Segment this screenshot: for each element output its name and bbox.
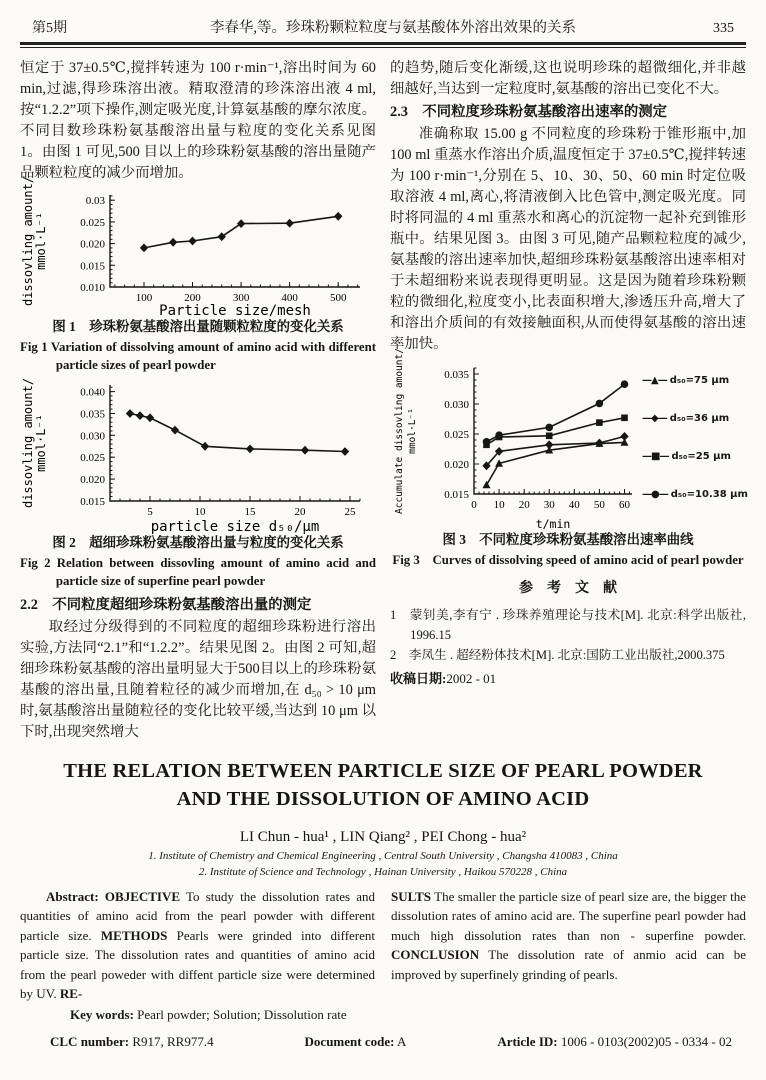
running-title: 李春华,等。珍珠粉颗粒粒度与氨基酸体外溶出效果的关系 bbox=[209, 20, 577, 36]
svg-text:mmol·L⁻¹: mmol·L⁻¹ bbox=[407, 407, 418, 454]
fig2-caption-cn: 图 2 超细珍珠粉氨基酸溶出量与粒度的变化关系 bbox=[52, 534, 344, 550]
svg-text:0.025: 0.025 bbox=[444, 428, 469, 441]
figure-2 bbox=[20, 379, 376, 590]
left-column bbox=[20, 58, 376, 743]
svg-text:300: 300 bbox=[232, 291, 250, 304]
legend-marker-icon: —▲— bbox=[642, 375, 667, 386]
article-id: Article ID: 1006 - 0103(2002)05 - 0334 - 02 bbox=[497, 1033, 732, 1049]
svg-text:100: 100 bbox=[135, 291, 153, 304]
paragraph-method-continued: 恒定于 37±0.5℃,搅拌转速为 100 r·min⁻¹,溶出时间为 60 min,过滤,得珍珠溶出液。精取澄清的珍洙溶出液 4 ml,按“1.2.2”项下操作,测定吸光度,计算氨基酸的摩尔浓度。不同目数珍珠粉氨基酸溶出量与粒度的变化关系见图 1。由图 1 可见,500 目以上的珍珠粉氨基酸的溶出量随产品颗粒粒度的减少而增加。 bbox=[20, 59, 376, 181]
svg-text:0.025: 0.025 bbox=[80, 216, 105, 229]
header-rule-thick bbox=[20, 42, 746, 45]
svg-text:20: 20 bbox=[294, 505, 306, 518]
svg-text:60: 60 bbox=[619, 498, 630, 511]
svg-text:20: 20 bbox=[518, 498, 530, 511]
legend-entry bbox=[642, 408, 748, 429]
legend-label: d₅₀=25 μm bbox=[671, 451, 731, 462]
english-title-line1: THE RELATION BETWEEN PARTICLE SIZE OF PEARL POWDER bbox=[63, 759, 703, 782]
fig1-chart bbox=[20, 175, 372, 319]
fig3-caption-cn: 图 3 不同粒度珍珠粉氨基酸溶出速率曲线 bbox=[442, 531, 694, 547]
svg-text:0.010: 0.010 bbox=[80, 281, 105, 294]
svg-text:t/min: t/min bbox=[535, 516, 571, 531]
legend-label: d₅₀=75 μm bbox=[669, 375, 730, 386]
section-heading-2-2: 2.2 不同粒度超细珍珠粉氨基酸溶出量的测定 bbox=[20, 596, 312, 613]
svg-text:0.015: 0.015 bbox=[80, 495, 105, 508]
fig1-caption-cn: 图 1 珍珠粉氨基酸溶出量随颗粒粒度的变化关系 bbox=[52, 318, 344, 334]
affiliation-2: 2. Institute of Science and Technology , Hainan University , Haikou 570228 , China bbox=[198, 865, 568, 878]
legend-marker-icon: —■— bbox=[642, 451, 669, 462]
paragraph-trend: 的趋势,随后变化渐缓,这也说明珍珠的超微细化,并非越细越好,当达到一定粒度时,氨基酸的溶出已变化不大。 bbox=[390, 59, 746, 97]
svg-text:0.040: 0.040 bbox=[80, 386, 105, 399]
svg-text:0.020: 0.020 bbox=[80, 473, 105, 486]
abstract-block bbox=[20, 887, 746, 1004]
svg-text:10: 10 bbox=[194, 505, 206, 518]
legend-marker-icon: —●— bbox=[642, 489, 668, 500]
received-date: 收稿日期:2002 - 01 bbox=[390, 670, 497, 686]
right-column bbox=[390, 58, 746, 743]
affiliation-1: 1. Institute of Chemistry and Chemical Engineering , Central South University , Changsha 410083 , China bbox=[148, 849, 618, 862]
svg-text:mmol·L⁻¹: mmol·L⁻¹ bbox=[34, 211, 48, 270]
header-rule-thin bbox=[20, 47, 746, 48]
journal-issue: 第5期 bbox=[32, 21, 67, 36]
svg-text:0.030: 0.030 bbox=[80, 429, 105, 442]
svg-text:30: 30 bbox=[543, 498, 555, 511]
figure-1 bbox=[20, 175, 376, 374]
legend-label: d₅₀=10.38 μm bbox=[670, 489, 748, 500]
legend-label: d₅₀=36 μm bbox=[669, 413, 730, 424]
fig3-caption-en: Fig 3 Curves of dissolving speed of amino acid of pearl powder bbox=[392, 552, 744, 567]
svg-text:Particle size/mesh: Particle size/mesh bbox=[159, 302, 311, 319]
svg-text:5: 5 bbox=[147, 505, 153, 518]
svg-text:0.03: 0.03 bbox=[85, 194, 105, 207]
svg-text:0.015: 0.015 bbox=[80, 259, 105, 272]
svg-text:dissovling amount/: dissovling amount/ bbox=[21, 377, 35, 508]
legend-entry bbox=[642, 484, 748, 505]
legend-marker-icon: —◆— bbox=[642, 413, 667, 424]
fig2-caption-en: Fig 2 Relation between dissovling amount of amino acid and particle size of superfine pearl powder bbox=[20, 555, 376, 588]
authors-line: LI Chun - hua¹ , LIN Qiang² , PEI Chong - hua² bbox=[239, 828, 527, 845]
fig3-legend bbox=[640, 370, 748, 505]
fig3-plot-and-legend bbox=[390, 347, 748, 531]
english-title bbox=[20, 757, 746, 813]
page-header bbox=[20, 8, 746, 42]
references-heading: 参 考 文 献 bbox=[519, 580, 617, 596]
two-column-body bbox=[20, 58, 746, 743]
fig2-chart bbox=[20, 379, 372, 533]
keywords-line: Key words: Pearl powder; Solution; Dissolution rate bbox=[70, 1006, 347, 1022]
svg-text:15: 15 bbox=[244, 505, 256, 518]
fig1-caption-en: Fig 1 Variation of dissolving amount of amino acid with different particle sizes of pearl powder bbox=[20, 339, 376, 372]
svg-text:0.035: 0.035 bbox=[80, 408, 105, 420]
svg-text:particle size d₅₀/μm: particle size d₅₀/μm bbox=[150, 518, 320, 535]
svg-text:50: 50 bbox=[593, 498, 605, 511]
svg-text:400: 400 bbox=[281, 291, 298, 304]
paragraph-section-2-2: 取经过分级得到的不同粒度的超细珍珠粉进行溶出实验,方法同“2.1”和“1.2.2”。结果见图 2。由图 2 可知,超细珍珠粉氨基酸的溶出量明显大于500目以上的珍珠粉氨基酸的溶出量,且随着粒径的减少而增加,在 d₅₀ > 10 μm 时,氨基酸溶出量随粒径的变化比较平缓,当达到 10 μm 以下时,出现突然增大 bbox=[20, 618, 376, 740]
svg-text:0.020: 0.020 bbox=[80, 238, 105, 251]
document-code: Document code: A bbox=[304, 1033, 407, 1049]
svg-text:0.015: 0.015 bbox=[444, 488, 469, 501]
svg-text:0: 0 bbox=[471, 498, 477, 511]
svg-text:dissovling amount/: dissovling amount/ bbox=[21, 175, 35, 306]
svg-text:200: 200 bbox=[184, 291, 201, 304]
svg-text:0.035: 0.035 bbox=[444, 368, 469, 381]
legend-entry bbox=[642, 370, 748, 391]
svg-text:0.030: 0.030 bbox=[444, 398, 469, 411]
svg-text:40: 40 bbox=[568, 498, 580, 511]
abstract-right-column: SULTS The smaller the particle size of pearl size are, the bigger the dissolution rates of amino acid are. The superfine pearl powder had much high dissolution rates than non - superfine powder. CONCLUSION The dissolution rate of anmio acid can be improved by superfinely grinding of pearls. bbox=[391, 888, 746, 982]
svg-text:25: 25 bbox=[344, 505, 356, 518]
page-number: 335 bbox=[713, 21, 734, 36]
legend-entry bbox=[642, 446, 748, 467]
svg-text:mmol·L⁻¹: mmol·L⁻¹ bbox=[34, 413, 48, 472]
reference-item-2: 2 李凤生 . 超经粉体技术[M]. 北京:国防工业出版社,2000.375 bbox=[390, 647, 725, 662]
english-title-line2: AND THE DISSOLUTION OF AMINO ACID bbox=[176, 787, 590, 810]
reference-item-1: 1 蒙钊美,李有宁 . 珍珠养殖理论与技术[M]. 北京:科学出版社, 1996.15 bbox=[390, 607, 746, 642]
figure-3 bbox=[390, 347, 748, 569]
footer-metadata-row bbox=[20, 1032, 746, 1052]
svg-text:0.025: 0.025 bbox=[80, 451, 105, 464]
svg-text:Accumulate dissovling amount/: Accumulate dissovling amount/ bbox=[394, 347, 405, 514]
svg-text:0.020: 0.020 bbox=[444, 458, 469, 471]
fig3-chart bbox=[390, 347, 640, 531]
abstract-left-column: Abstract: OBJECTIVE To study the dissolution rates and quantities of amino acid from the pearl powder with different particle size. METHODS Pearls were grinded into different particle size. The dissolution rates and quantities of amino acid from the pearl poweder with diffent particle size were determined by UV. RE- bbox=[20, 888, 376, 1001]
svg-text:500: 500 bbox=[329, 291, 347, 304]
clc-number: CLC number: R917, RR977.4 bbox=[50, 1033, 214, 1049]
svg-text:10: 10 bbox=[493, 498, 505, 511]
paragraph-section-2-3: 准确称取 15.00 g 不同粒度的珍珠粉于锥形瓶中,加 100 ml 重蒸水作溶出介质,温度恒定于 37±0.5℃,搅拌转速为 100 r·min⁻¹,分别在 5、10、30、50、60 min 时定位吸取溶液 4 ml,离心,将清液倒入比色管中,测定吸光度。同时将同温的 4 ml 重蒸水和离心的沉淀物一起补充到锥形瓶中。结果见图 3。由图 3 可见,随产品颗粒粒度的减少,氨基酸的溶出速率加快,超细珍珠粉氨基酸溶出速率相对于未超细粉来说表现得更明显。这是因为随着珍珠粉颗粒的微细化,粒度变小,比表面积增大,渗透压升高,增大了和溶出介质间的有效接触面积,从而使得氨基酸的溶出速率加快。 bbox=[390, 125, 746, 352]
section-heading-2-3: 2.3 不同粒度珍珠粉氨基酸溶出速率的测定 bbox=[390, 103, 668, 120]
